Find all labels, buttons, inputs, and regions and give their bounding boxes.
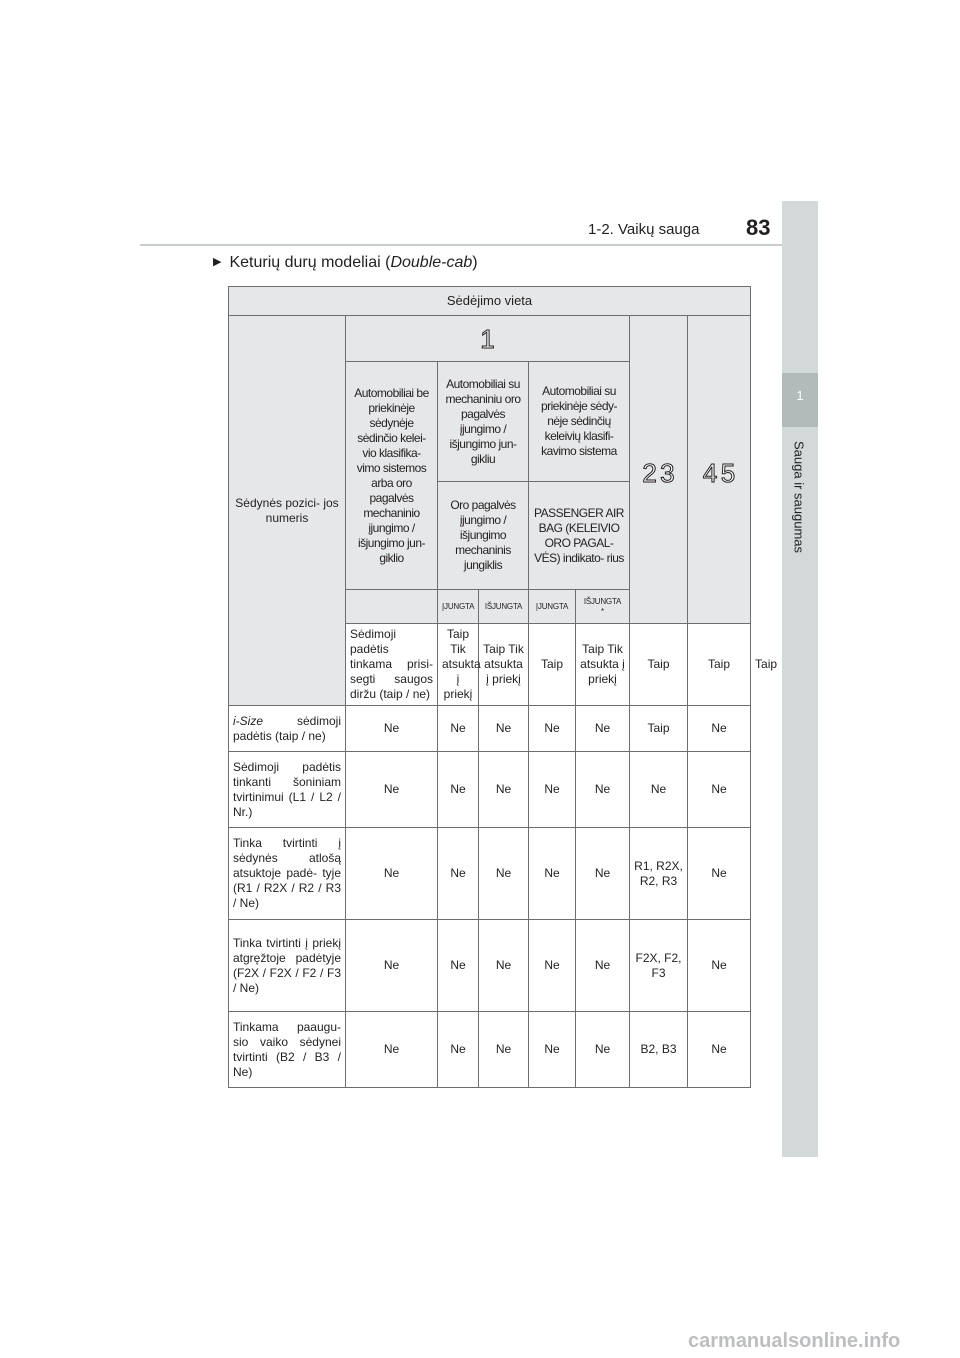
cell-c-off: Ne xyxy=(576,828,630,920)
state-b-on: ĮJUNGTA xyxy=(438,590,479,624)
cell-b-off: Ne xyxy=(479,828,529,920)
table-row: Sėdimoji padėtis tinkama prisi- segti saugos diržu (taip / ne) Taip Tik atsukta į priekį Taip Tik atsukta į priekį Taip Taip Tik atsukta į priekį Taip Taip Taip xyxy=(229,624,751,706)
chapter-label xyxy=(781,441,817,641)
subtitle-prefix: Keturių durų modeliai ( xyxy=(229,254,391,271)
cell-b-on: Ne xyxy=(438,1012,479,1088)
cell-b-on: Taip Tik atsukta į priekį xyxy=(479,624,529,706)
col-b-description: Automobiliai su mechaniniu oro pagalvės įjungimo / išjungimo jun- gikliu xyxy=(438,362,529,482)
cell-b-off: Ne xyxy=(479,920,529,1012)
cell-a: Ne xyxy=(346,706,438,752)
page-number: 83 xyxy=(746,215,771,240)
position-5-number: 5 xyxy=(720,457,736,488)
cell-a: Ne xyxy=(346,1012,438,1088)
cell-b-on: Ne xyxy=(438,828,479,920)
row-label: Sėdimoji padėtis tinkama prisi- segti saugos diržu (taip / ne) xyxy=(346,624,438,706)
section-subtitle xyxy=(213,254,478,272)
section-title: 1-2. Vaikų sauga xyxy=(588,221,700,238)
cell-pos-4-5: Ne xyxy=(688,1012,751,1088)
cell-b-off: Ne xyxy=(479,706,529,752)
position-4-5-header xyxy=(688,316,751,624)
state-c-off xyxy=(576,590,630,624)
position-1-header xyxy=(346,316,630,362)
cell-c-off: Ne xyxy=(576,752,630,828)
watermark-logo: carmanualsonline.info xyxy=(688,1330,901,1352)
row-label-text: sėdimoji padėtis (taip / ne) xyxy=(233,713,341,743)
cell-c-on: Ne xyxy=(529,828,576,920)
row-label: Tinkama paaugu- sio vaiko sėdynei tvirtinti (B2 / B3 / Ne) xyxy=(229,1012,346,1088)
cell-c-on: Taip Tik atsukta į priekį xyxy=(576,624,630,706)
cell-a: Ne xyxy=(346,828,438,920)
cell-pos-2-3: B2, B3 xyxy=(630,1012,688,1088)
table-title: Sėdėjimo vieta xyxy=(229,287,751,316)
col-c-indicator: PASSENGER AIR BAG (KELEIVIO ORO PAGAL- VĖS) indikato- rius xyxy=(529,482,630,590)
position-label: Sėdynės pozici- jos numeris xyxy=(229,316,346,706)
cell-pos-2-3: Taip xyxy=(630,706,688,752)
cell-a: Ne xyxy=(346,752,438,828)
position-2-3-header xyxy=(630,316,688,624)
triangle-bullet-icon: ▶ xyxy=(213,256,222,268)
cell-c-on: Ne xyxy=(529,1012,576,1088)
seating-position-table xyxy=(228,286,778,1088)
cell-pos-4-5: Ne xyxy=(688,706,751,752)
chapter-label-text: Sauga ir saugumas xyxy=(791,441,807,554)
cell-c-off: Ne xyxy=(576,1012,630,1088)
cell-pos-2-3: F2X, F2, F3 xyxy=(630,920,688,1012)
header-divider xyxy=(140,244,818,246)
cell-b-off: Taip xyxy=(529,624,576,706)
state-a-empty xyxy=(346,590,438,624)
cell-c-off: Ne xyxy=(576,706,630,752)
cell-pos-4-5: Ne xyxy=(688,752,751,828)
table-row xyxy=(229,1012,751,1088)
cell-c-off: Ne xyxy=(576,920,630,1012)
state-c-off-label: IŠJUNGTA xyxy=(583,596,622,606)
cell-b-on: Ne xyxy=(438,752,479,828)
cell-b-on: Ne xyxy=(438,920,479,1012)
cell-pos-2-3: R1, R2X, R2, R3 xyxy=(630,828,688,920)
cell-pos-4-5: Ne xyxy=(688,828,751,920)
col-a-description: Automobiliai be priekinėje sėdynėje sėdinčio kelei- vio klasifika- vimo sistemos arba oro pagalvės mechaninio įjungimo / išjungimo jun- giklio xyxy=(346,362,438,590)
col-b-switch: Oro pagalvės įjungimo / išjungimo mechaninis jungiklis xyxy=(438,482,529,590)
cell-c-off: Taip xyxy=(630,624,688,706)
row-label: Tinka tvirtinti į priekį atgręžtoje padėtyje (F2X / F2X / F2 / F3 / Ne) xyxy=(229,920,346,1012)
cell-b-off: Ne xyxy=(479,752,529,828)
position-4-number: 4 xyxy=(702,457,718,488)
cell-pos-2-3: Ne xyxy=(630,752,688,828)
chapter-number: 1 xyxy=(796,388,804,403)
cell-a: Ne xyxy=(346,920,438,1012)
cell-b-on: Ne xyxy=(438,706,479,752)
table-row xyxy=(229,828,751,920)
table-row xyxy=(229,706,751,752)
position-2-number: 2 xyxy=(642,457,657,488)
table-row xyxy=(229,920,751,1012)
subtitle-suffix: ) xyxy=(472,254,478,271)
row-label: Sėdimoji padėtis tinkanti šoniniam tvirtinimui (L1 / L2 / Nr.) xyxy=(229,752,346,828)
cell-c-on: Ne xyxy=(529,920,576,1012)
row-label-italic: i-Size xyxy=(233,713,264,728)
table-row xyxy=(229,752,751,828)
state-c-on: ĮJUNGTA xyxy=(529,590,576,624)
row-label xyxy=(229,706,346,752)
col-c-description: Automobiliai su priekinėje sėdy- nėje sėdinčių keleivių klasifi- kavimo sistema xyxy=(529,362,630,482)
cell-a: Taip Tik atsukta į priekį xyxy=(438,624,479,706)
cell-c-on: Ne xyxy=(529,706,576,752)
cell-b-off: Ne xyxy=(479,1012,529,1088)
row-label: Tinka tvirtinti į sėdynės atlošą atsuktoje padė- tyje (R1 / R2X / R2 / R3 / Ne) xyxy=(229,828,346,920)
cell-c-on: Ne xyxy=(529,752,576,828)
chapter-side-tab xyxy=(782,201,818,1157)
state-c-off-star: * xyxy=(601,606,604,616)
position-3-number: 3 xyxy=(660,457,675,488)
state-b-off: IŠJUNGTA xyxy=(479,590,529,624)
subtitle-model: Double-cab xyxy=(390,254,473,271)
position-1-number: 1 xyxy=(480,323,495,354)
cell-pos-2-3: Taip xyxy=(688,624,751,706)
cell-pos-4-5: Ne xyxy=(688,920,751,1012)
